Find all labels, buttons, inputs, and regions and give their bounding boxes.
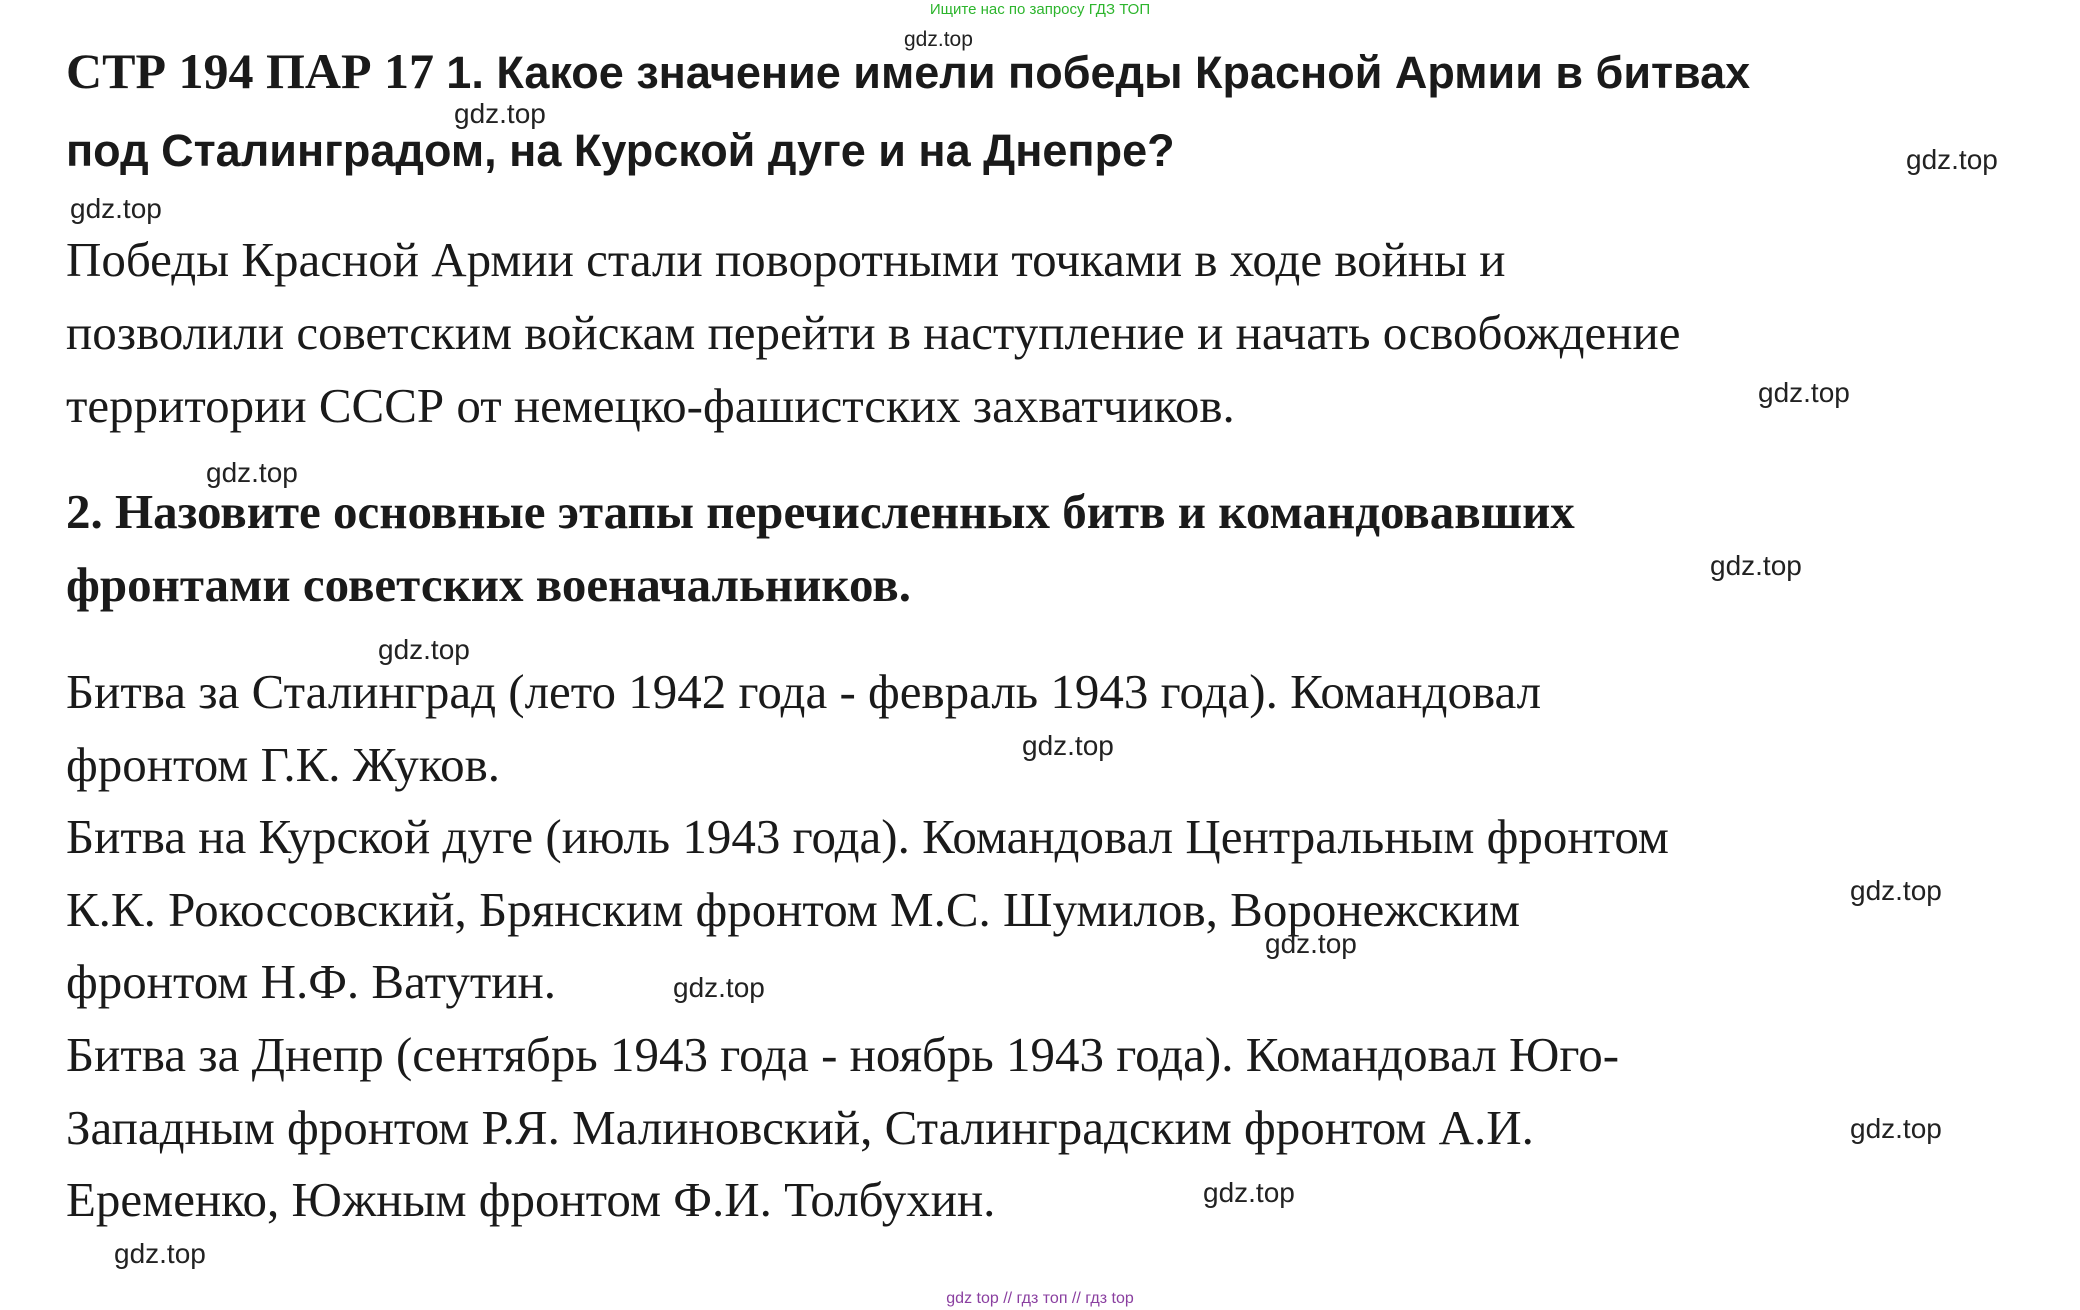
watermark: gdz.top — [1710, 550, 1802, 581]
footer-promo-link[interactable]: gdz top // гдз топ // гдз top — [946, 1290, 1134, 1307]
answer-1-line-1: Победы Красной Армии стали поворотными точками в ходе войны и — [66, 232, 1506, 287]
question-1-line-1 — [66, 43, 1751, 99]
question-1-line-2: под Сталинградом, на Курской дуге и на Днепре? — [66, 125, 1175, 176]
question-2-line-2: фронтами советских военачальников. — [66, 557, 911, 612]
watermark: gdz.top — [673, 972, 765, 1003]
answer-2-line-4: К.К. Рокоссовский, Брянским фронтом М.С. Шумилов, Воронежским — [66, 882, 1521, 937]
answer-2-line-7: Западным фронтом Р.Я. Малиновский, Сталинградским фронтом А.И. — [66, 1100, 1534, 1155]
watermark: gdz.top — [1906, 144, 1998, 175]
answer-2-line-8: Еременко, Южным фронтом Ф.И. Толбухин. — [66, 1172, 996, 1227]
watermark: gdz.top — [1265, 928, 1357, 959]
watermark: gdz.top — [1850, 1113, 1942, 1144]
watermark: gdz.top — [114, 1238, 206, 1269]
watermark: gdz.top — [1758, 377, 1850, 408]
watermark: gdz.top — [904, 28, 973, 51]
question-1-text: 1. Какое значение имели победы Красной Армии в битвах — [446, 47, 1751, 98]
watermark: gdz.top — [206, 457, 298, 488]
watermark: gdz.top — [454, 98, 546, 129]
answer-2-line-3: Битва на Курской дуге (июль 1943 года). Командовал Центральным фронтом — [66, 809, 1669, 864]
answer-2-line-2: фронтом Г.К. Жуков. — [66, 737, 501, 792]
answer-1-line-2: позволили советским войскам перейти в наступление и начать освобождение — [66, 305, 1681, 360]
answer-2-line-1: Битва за Сталинград (лето 1942 года - февраль 1943 года). Командовал — [66, 664, 1542, 719]
watermark: gdz.top — [378, 634, 470, 665]
answer-2-line-5: фронтом Н.Ф. Ватутин. — [66, 954, 556, 1009]
watermark: gdz.top — [1203, 1177, 1295, 1208]
watermark: gdz.top — [1022, 730, 1114, 761]
answer-1-line-3: территории СССР от немецко-фашистских захватчиков. — [66, 378, 1235, 433]
answer-2-line-6: Битва за Днепр (сентябрь 1943 года - ноябрь 1943 года). Командовал Юго- — [66, 1027, 1620, 1082]
question-2-line-1: 2. Назовите основные этапы перечисленных битв и командовавших — [66, 484, 1575, 539]
watermark: gdz.top — [70, 193, 162, 224]
page-reference: СТР 194 ПАР 17 — [66, 43, 435, 99]
header-promo-link[interactable]: Ищите нас по запросу ГДЗ ТОП — [929, 1, 1151, 18]
watermark: gdz.top — [1850, 875, 1942, 906]
